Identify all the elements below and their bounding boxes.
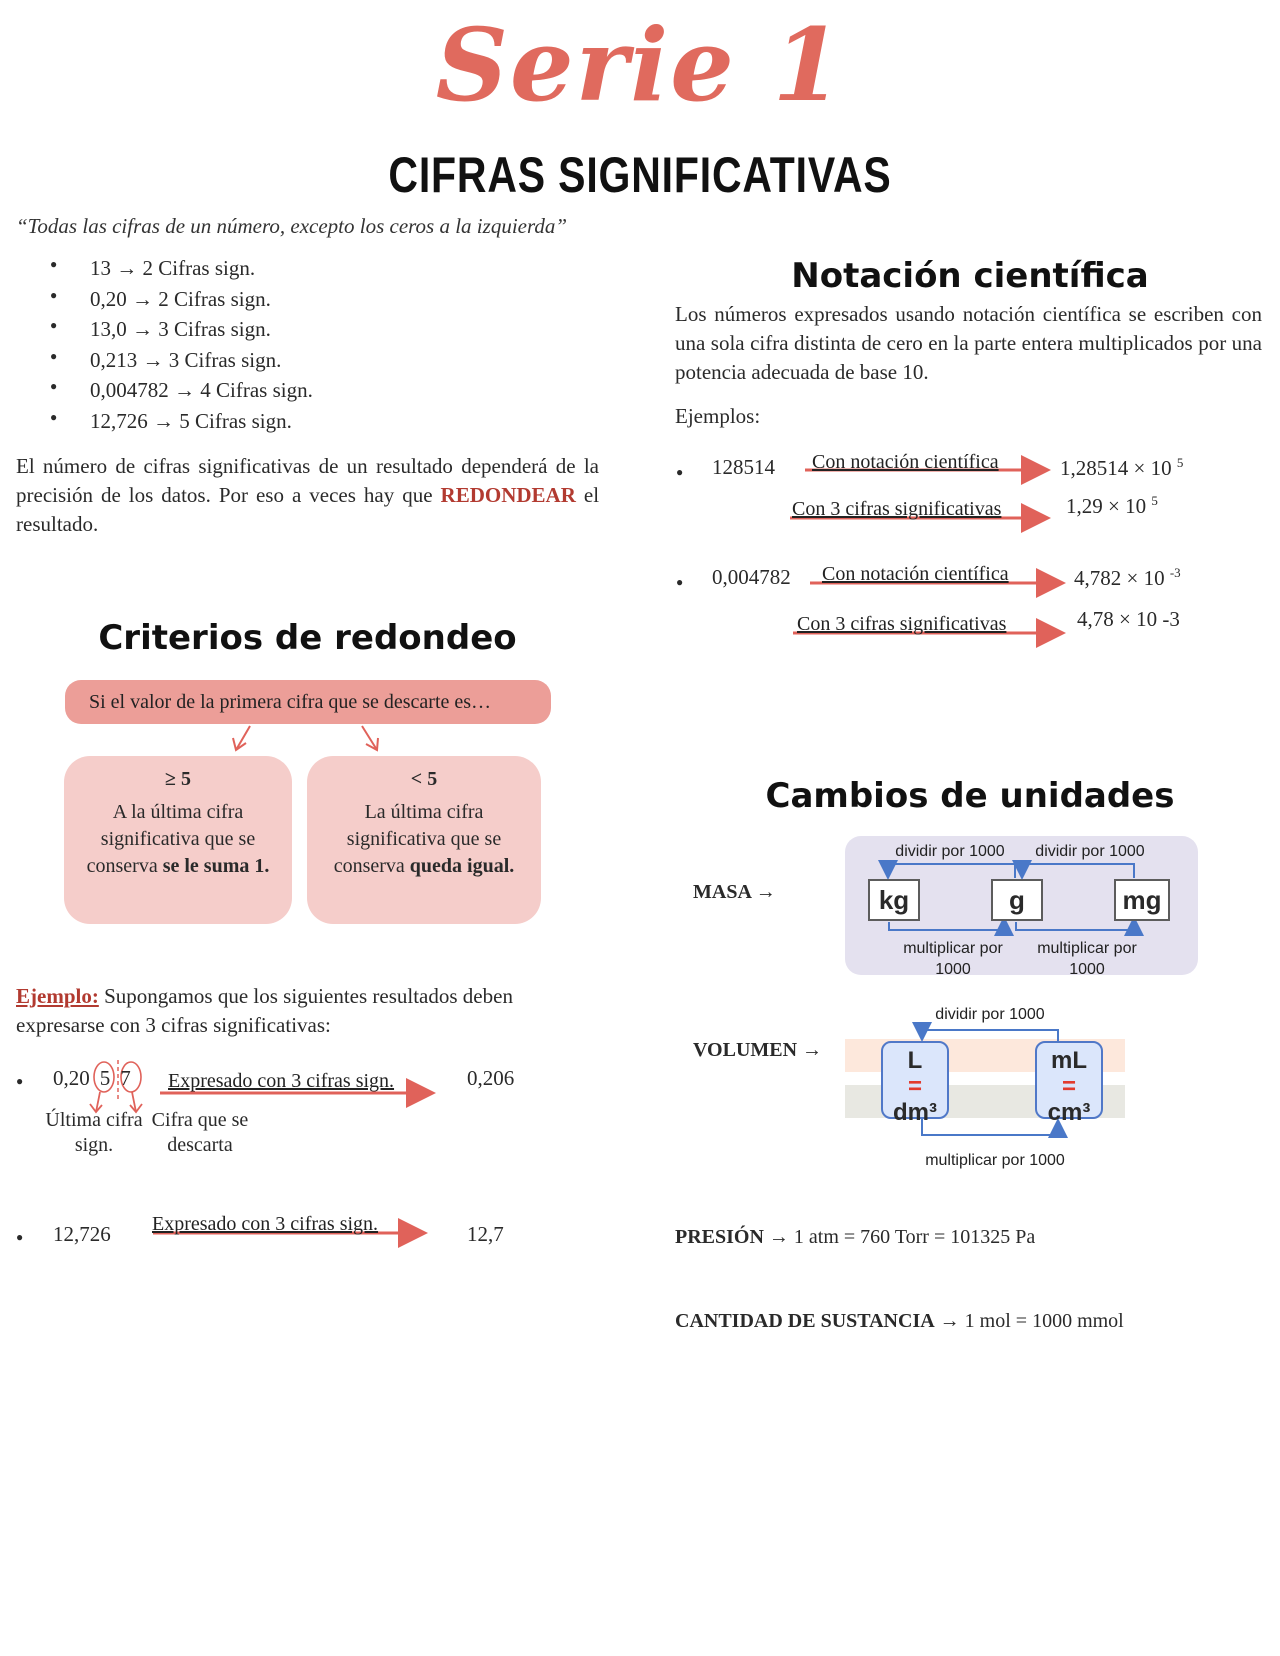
sci1-result-b [1066, 493, 1158, 519]
lt-text: La última cifra significativa que se conserva [333, 801, 502, 877]
sci1-result-a-base: 1,28514 × 10 [1060, 456, 1172, 480]
volumen-box-right [1035, 1041, 1103, 1126]
example1-value [53, 1066, 131, 1091]
cantidad-value: → 1 mol = 1000 mmol [939, 1310, 1124, 1332]
bullet-icon: ● [16, 1230, 24, 1244]
sci1-result-a-exp: 5 [1176, 455, 1184, 470]
list-item: ● 13,0 → 3 Cifras sign. [50, 317, 313, 348]
example-intro-text: Supongamos que los siguientes resultados deben expresarse con 3 cifras significativas: [16, 984, 513, 1037]
sci2-label-b: Con 3 cifras significativas [797, 613, 1007, 635]
example-intro [16, 982, 601, 1040]
bullet-icon: ● [676, 575, 684, 589]
sci1-result-b-base: 1,29 × 10 [1066, 494, 1147, 518]
unit-ml: mL [1051, 1047, 1087, 1074]
list-item: ● 13 → 2 Cifras sign. [50, 256, 313, 287]
sci1-result-a [1060, 455, 1183, 481]
example2-arrow-label: Expresado con 3 cifras sign. [152, 1213, 379, 1235]
unit-kg: kg [868, 879, 920, 921]
masa-multiply-2: multiplicar por 1000 [1037, 940, 1137, 978]
list-item: ● 0,20 → 2 Cifras sign. [50, 287, 313, 318]
sci1-value: 128514 [712, 455, 775, 479]
ge-text: A la última cifra significativa que se conserva [86, 801, 256, 877]
rounding-box-lt [307, 756, 541, 924]
bullet-icon: ● [16, 1074, 24, 1088]
presion-value: → 1 atm = 760 Torr = 101325 Pa [768, 1226, 1036, 1248]
masa-multiply-1: multiplicar por 1000 [903, 940, 1003, 978]
cantidad-label: CANTIDAD DE SUSTANCIA [675, 1310, 935, 1332]
rounding-arrow-left [233, 726, 250, 750]
dropped-digit-label: Cifra que se descarta [151, 1109, 249, 1156]
list-item: ● 0,213 → 3 Cifras sign. [50, 348, 313, 379]
example2-value: 12,726 [53, 1222, 111, 1246]
precision-text: El número de cifras significativas de un resultado dependerá de la precisión de los datos. Por eso a veces hay que [16, 454, 599, 507]
lt-bold: queda igual. [409, 855, 515, 877]
example-label: Ejemplo: [16, 984, 99, 1008]
ge-bold: se le suma 1. [162, 855, 270, 877]
scientific-heading: Notación científica [791, 256, 1149, 296]
equals-icon: = [907, 1073, 922, 1100]
rounding-arrow-right [362, 726, 378, 750]
presion-label: PRESIÓN [675, 1226, 764, 1248]
sci1-label-b: Con 3 cifras significativas [792, 498, 1002, 520]
list-item: ● 0,004782 → 4 Cifras sign. [50, 378, 313, 409]
presion-line [675, 1226, 1035, 1249]
sci2-result-a-exp: -3 [1169, 565, 1181, 580]
sci2-result-a-base: 4,782 × 10 [1074, 566, 1165, 590]
sci2-value: 0,004782 [712, 565, 791, 589]
unit-cm3: cm³ [1047, 1099, 1091, 1126]
volumen-divide: dividir por 1000 [935, 1006, 1045, 1023]
example1-arrow-label: Expresado con 3 cifras sign. [168, 1070, 395, 1092]
volumen-box-left [881, 1041, 949, 1126]
masa-divide-2: dividir por 1000 [1035, 843, 1145, 860]
equals-icon: = [1061, 1073, 1076, 1100]
unit-g: g [991, 879, 1043, 921]
volumen-label: VOLUMEN → [693, 1039, 823, 1061]
unit-dm3: dm³ [893, 1099, 937, 1126]
example1-prefix: 0,20 [53, 1066, 90, 1090]
sci1-result-b-exp: 5 [1151, 493, 1158, 508]
lt-label: < 5 [410, 768, 438, 790]
rounding-question: Si el valor de la primera cifra que se descarte es… [65, 680, 551, 724]
volumen-multiply: multiplicar por 1000 [925, 1152, 1065, 1169]
precision-tail: el resultado. [16, 483, 600, 536]
bullet-icon: ● [676, 465, 684, 479]
list-item: ● 12,726 → 5 Cifras sign. [50, 409, 313, 440]
sci2-result-a [1074, 565, 1181, 591]
examples-label: Ejemplos: [675, 404, 761, 428]
units-heading: Cambios de unidades [765, 776, 1175, 816]
unit-l: L [907, 1047, 923, 1074]
definition-quote: “Todas las cifras de un número, excepto los ceros a la izquierda” [16, 214, 568, 238]
last-digit-label: Última cifra sign. [45, 1109, 143, 1156]
ge-label: ≥ 5 [165, 768, 191, 790]
kept-digit: 5 [99, 1066, 111, 1090]
rounding-heading: Criterios de redondeo [98, 618, 517, 658]
sci2-result-b: 4,78 × 10 -3 [1077, 607, 1180, 631]
dropped-digit: 7 [120, 1066, 131, 1090]
example2-result: 12,7 [467, 1222, 504, 1246]
rounding-box-ge [64, 756, 292, 924]
unit-mg: mg [1114, 879, 1170, 921]
cantidad-line [675, 1310, 1124, 1333]
page-subtitle: CIFRAS SIGNIFICATIVAS [388, 147, 892, 203]
sci1-label-a: Con notación científica [812, 451, 999, 473]
masa-label: MASA → [693, 881, 776, 903]
scientific-description: Los números expresados usando notación científica se escriben con una sola cifra distinta de cero en la parte entera multiplicados por una potencia adecuada de base 10. [675, 302, 1262, 384]
example1-result: 0,206 [467, 1066, 515, 1090]
round-highlight: REDONDEAR [440, 483, 576, 507]
sci2-label-a: Con notación científica [822, 563, 1009, 585]
page-title: Serie 1 [435, 6, 845, 124]
masa-divide-1: dividir por 1000 [895, 843, 1005, 860]
